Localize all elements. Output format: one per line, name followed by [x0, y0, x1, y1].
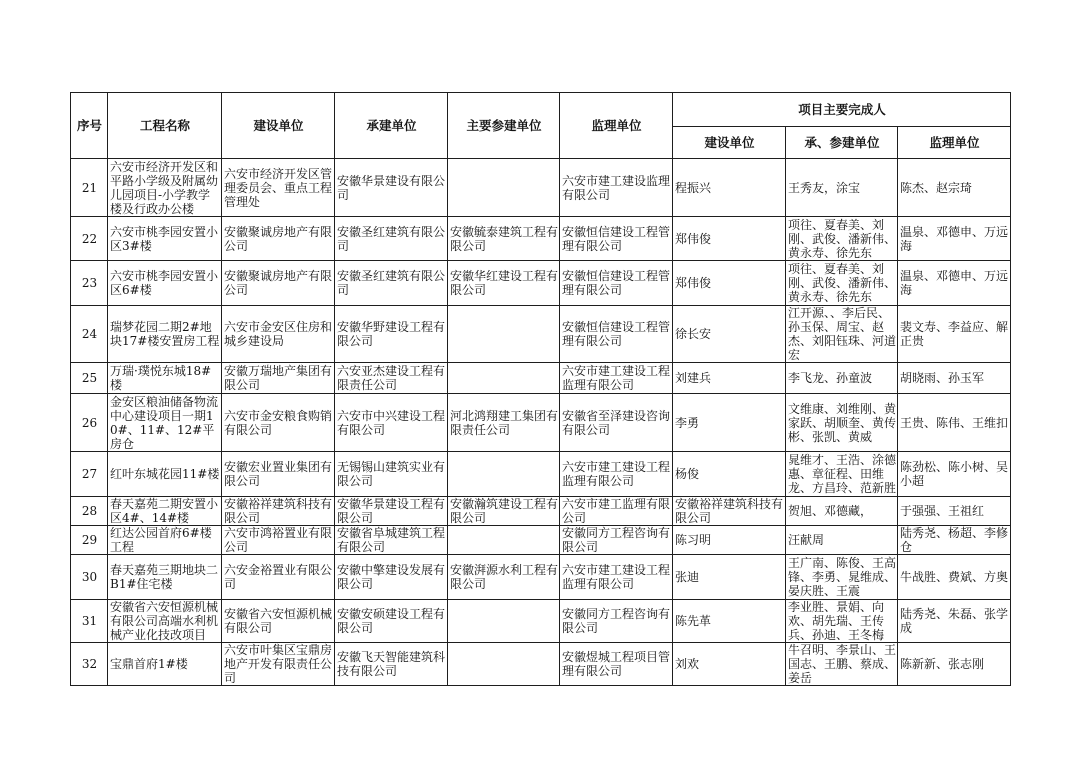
- supervision-unit: 六安市建工建设工程监理有限公司: [560, 555, 673, 600]
- completer-contractor: 项往、夏春美、刘刚、武俊、潘新伟、黄永寿、徐先东: [786, 261, 898, 306]
- completer-supervision: 温泉、邓德申、万远海: [898, 261, 1011, 306]
- completer-contractor: 李业胜、景娟、向欢、胡先瑞、王传兵、孙迪、王冬梅: [786, 600, 898, 643]
- participating-unit: [448, 643, 560, 686]
- header-main-completers: 项目主要完成人: [673, 93, 1011, 127]
- completer-supervision: 胡晓雨、孙玉军: [898, 363, 1011, 394]
- completer-supervision: 陆秀尧、朱磊、张学成: [898, 600, 1011, 643]
- project-name: 万瑞·璞悦东城18#楼: [108, 363, 222, 394]
- row-number: 32: [71, 643, 108, 686]
- document-page: [70, 92, 1011, 686]
- completer-construction: 刘欢: [673, 643, 786, 686]
- supervision-unit: 安徽恒信建设工程管理有限公司: [560, 217, 673, 261]
- participating-unit: [448, 159, 560, 217]
- row-number: 26: [71, 394, 108, 452]
- completer-construction: 程振兴: [673, 159, 786, 217]
- row-number: 25: [71, 363, 108, 394]
- participating-unit: [448, 526, 560, 555]
- construction-unit: 六安市叶集区宝鼎房地产开发有限责任公司: [222, 643, 335, 686]
- construction-unit: 六安市金安粮食购销有限公司: [222, 394, 335, 452]
- project-name: 六安市桃李园安置小区6#楼: [108, 261, 222, 306]
- contractor-unit: 安徽华野建设工程有限公司: [335, 306, 448, 363]
- row-number: 30: [71, 555, 108, 600]
- table-row: [71, 217, 1011, 261]
- completer-contractor: 江开源、、李后民、孙玉保、周宝、赵杰、刘阳钰珠、河道宏: [786, 306, 898, 363]
- project-name: 宝鼎首府1#楼: [108, 643, 222, 686]
- supervision-unit: 安徽恒信建设工程管理有限公司: [560, 261, 673, 306]
- participating-unit: [448, 600, 560, 643]
- subheader-completer-supervision: 监理单位: [898, 127, 1011, 159]
- project-name: 安徽省六安恒源机械有限公司高端水利机械产业化技改项目: [108, 600, 222, 643]
- row-number: 21: [71, 159, 108, 217]
- completer-supervision: 陈新新、张志刚: [898, 643, 1011, 686]
- contractor-unit: 安徽省阜城建筑工程有限公司: [335, 526, 448, 555]
- table-row: [71, 306, 1011, 363]
- participating-unit: [448, 306, 560, 363]
- header-supervision-unit: 监理单位: [560, 93, 673, 159]
- project-name: 六安市桃李园安置小区3#楼: [108, 217, 222, 261]
- project-name: 春天嘉苑二期安置小区4#、14#楼: [108, 497, 222, 526]
- construction-unit: 安徽聚诚房地产有限公司: [222, 217, 335, 261]
- supervision-unit: 六安市建工建设工程监理有限公司: [560, 452, 673, 497]
- completer-supervision: 王贵、陈伟、王维扣: [898, 394, 1011, 452]
- contractor-unit: 安徽圣红建筑有限公司: [335, 261, 448, 306]
- row-number: 23: [71, 261, 108, 306]
- table-row: [71, 526, 1011, 555]
- contractor-unit: 安徽中擎建设发展有限公司: [335, 555, 448, 600]
- row-number: 29: [71, 526, 108, 555]
- table-row: [71, 363, 1011, 394]
- supervision-unit: 六安市建工监理有限公司: [560, 497, 673, 526]
- completer-supervision: 陈劲松、陈小树、吴小超: [898, 452, 1011, 497]
- supervision-unit: 安徽煜城工程项目管理有限公司: [560, 643, 673, 686]
- completer-supervision: 陆秀尧、杨超、李修仓: [898, 526, 1011, 555]
- project-name: 金安区粮油储备物流中心建设项目一期10#、11#、12#平房仓: [108, 394, 222, 452]
- construction-unit: 六安市鸿裕置业有限公司: [222, 526, 335, 555]
- header-contractor-unit: 承建单位: [335, 93, 448, 159]
- participating-unit: 安徽毓泰建筑工程有限公司: [448, 217, 560, 261]
- row-number: 31: [71, 600, 108, 643]
- contractor-unit: 安徽华景建设工程有限公司: [335, 497, 448, 526]
- construction-unit: 安徽聚诚房地产有限公司: [222, 261, 335, 306]
- participating-unit: [448, 452, 560, 497]
- construction-unit: 安徽省六安恒源机械有限公司: [222, 600, 335, 643]
- table-row: [71, 643, 1011, 686]
- row-number: 28: [71, 497, 108, 526]
- completer-contractor: 文维康、刘维刚、黄家跃、胡顺奎、黄传彬、张凯、黄威: [786, 394, 898, 452]
- project-name: 瑞梦花园二期2#地块17#楼安置房工程: [108, 306, 222, 363]
- contractor-unit: 六安市中兴建设工程有限公司: [335, 394, 448, 452]
- header-project-name: 工程名称: [108, 93, 222, 159]
- subheader-completer-construction: 建设单位: [673, 127, 786, 159]
- projects-table: [70, 92, 1011, 686]
- completer-construction: 杨俊: [673, 452, 786, 497]
- completer-supervision: 温泉、邓德申、万远海: [898, 217, 1011, 261]
- participating-unit: 安徽湃源水利工程有限公司: [448, 555, 560, 600]
- construction-unit: 安徽万瑞地产集团有限公司: [222, 363, 335, 394]
- project-name: 六安市经济开发区和平路小学级及附属幼儿园项目-小学教学楼及行政办公楼: [108, 159, 222, 217]
- table-row: [71, 159, 1011, 217]
- participating-unit: 河北鸿翔建工集团有限责任公司: [448, 394, 560, 452]
- participating-unit: 安徽瀚筑建设工程有限公司: [448, 497, 560, 526]
- completer-construction: 陈先革: [673, 600, 786, 643]
- completer-contractor: 牛召明、李景山、王国志、王鹏、蔡成、姜岳: [786, 643, 898, 686]
- table-row: [71, 452, 1011, 497]
- completer-construction: 刘建兵: [673, 363, 786, 394]
- completer-contractor: 晁维才、王浩、涂德惠、章征程、田维龙、方昌玲、范新胜: [786, 452, 898, 497]
- row-number: 27: [71, 452, 108, 497]
- completer-construction: 徐长安: [673, 306, 786, 363]
- construction-unit: 六安市经济开发区管理委员会、重点工程管理处: [222, 159, 335, 217]
- completer-contractor: 王秀友，涂宝: [786, 159, 898, 217]
- completer-supervision: 牛战胜、费斌、方奥: [898, 555, 1011, 600]
- construction-unit: 安徽宏业置业集团有限公司: [222, 452, 335, 497]
- participating-unit: 安徽华红建设工程有限公司: [448, 261, 560, 306]
- contractor-unit: 六安亚杰建设工程有限责任公司: [335, 363, 448, 394]
- subheader-completer-contractor: 承、参建单位: [786, 127, 898, 159]
- contractor-unit: 安徽飞天智能建筑科技有限公司: [335, 643, 448, 686]
- construction-unit: 六安金裕置业有限公司: [222, 555, 335, 600]
- completer-construction: 安徽裕祥建筑科技有限公司: [673, 497, 786, 526]
- header-participating-unit: 主要参建单位: [448, 93, 560, 159]
- completer-contractor: 王广南、陈俊、王高锋、李勇、晁维成、晏庆胜、王震: [786, 555, 898, 600]
- construction-unit: 安徽裕祥建筑科技有限公司: [222, 497, 335, 526]
- supervision-unit: 安徽省至泽建设咨询有限公司: [560, 394, 673, 452]
- table-row: [71, 497, 1011, 526]
- table-row: [71, 394, 1011, 452]
- completer-contractor: 项往、夏春美、刘刚、武俊、潘新伟、黄永寿、徐先东: [786, 217, 898, 261]
- row-number: 24: [71, 306, 108, 363]
- contractor-unit: 无锡锡山建筑实业有限公司: [335, 452, 448, 497]
- row-number: 22: [71, 217, 108, 261]
- table-row: [71, 261, 1011, 306]
- supervision-unit: 安徽同方工程咨询有限公司: [560, 600, 673, 643]
- completer-construction: 陈习明: [673, 526, 786, 555]
- table-row: [71, 600, 1011, 643]
- contractor-unit: 安徽圣红建筑有限公司: [335, 217, 448, 261]
- contractor-unit: 安徽安硕建设工程有限公司: [335, 600, 448, 643]
- contractor-unit: 安徽华景建设有限公司: [335, 159, 448, 217]
- project-name: 红达公园首府6#楼工程: [108, 526, 222, 555]
- completer-contractor: 李飞龙、孙童波: [786, 363, 898, 394]
- completer-supervision: 于强强、王祖红: [898, 497, 1011, 526]
- completer-construction: 李勇: [673, 394, 786, 452]
- completer-supervision: 裴文寿、李益应、解正贵: [898, 306, 1011, 363]
- supervision-unit: 安徽恒信建设工程管理有限公司: [560, 306, 673, 363]
- supervision-unit: 安徽同方工程咨询有限公司: [560, 526, 673, 555]
- project-name: 红叶东城花园11#楼: [108, 452, 222, 497]
- construction-unit: 六安市金安区住房和城乡建设局: [222, 306, 335, 363]
- supervision-unit: 六安市建工建设工程监理有限公司: [560, 363, 673, 394]
- header-construction-unit: 建设单位: [222, 93, 335, 159]
- completer-construction: 郑伟俊: [673, 217, 786, 261]
- completer-contractor: 贺旭、邓德藏，: [786, 497, 898, 526]
- supervision-unit: 六安市建工建设监理有限公司: [560, 159, 673, 217]
- completer-contractor: 汪献周: [786, 526, 898, 555]
- header-row: [71, 93, 1011, 127]
- project-name: 春天嘉苑三期地块二B1#住宅楼: [108, 555, 222, 600]
- table-row: [71, 555, 1011, 600]
- participating-unit: [448, 363, 560, 394]
- completer-construction: 郑伟俊: [673, 261, 786, 306]
- header-index: 序号: [71, 93, 108, 159]
- completer-supervision: 陈杰、赵宗琦: [898, 159, 1011, 217]
- completer-construction: 张迪: [673, 555, 786, 600]
